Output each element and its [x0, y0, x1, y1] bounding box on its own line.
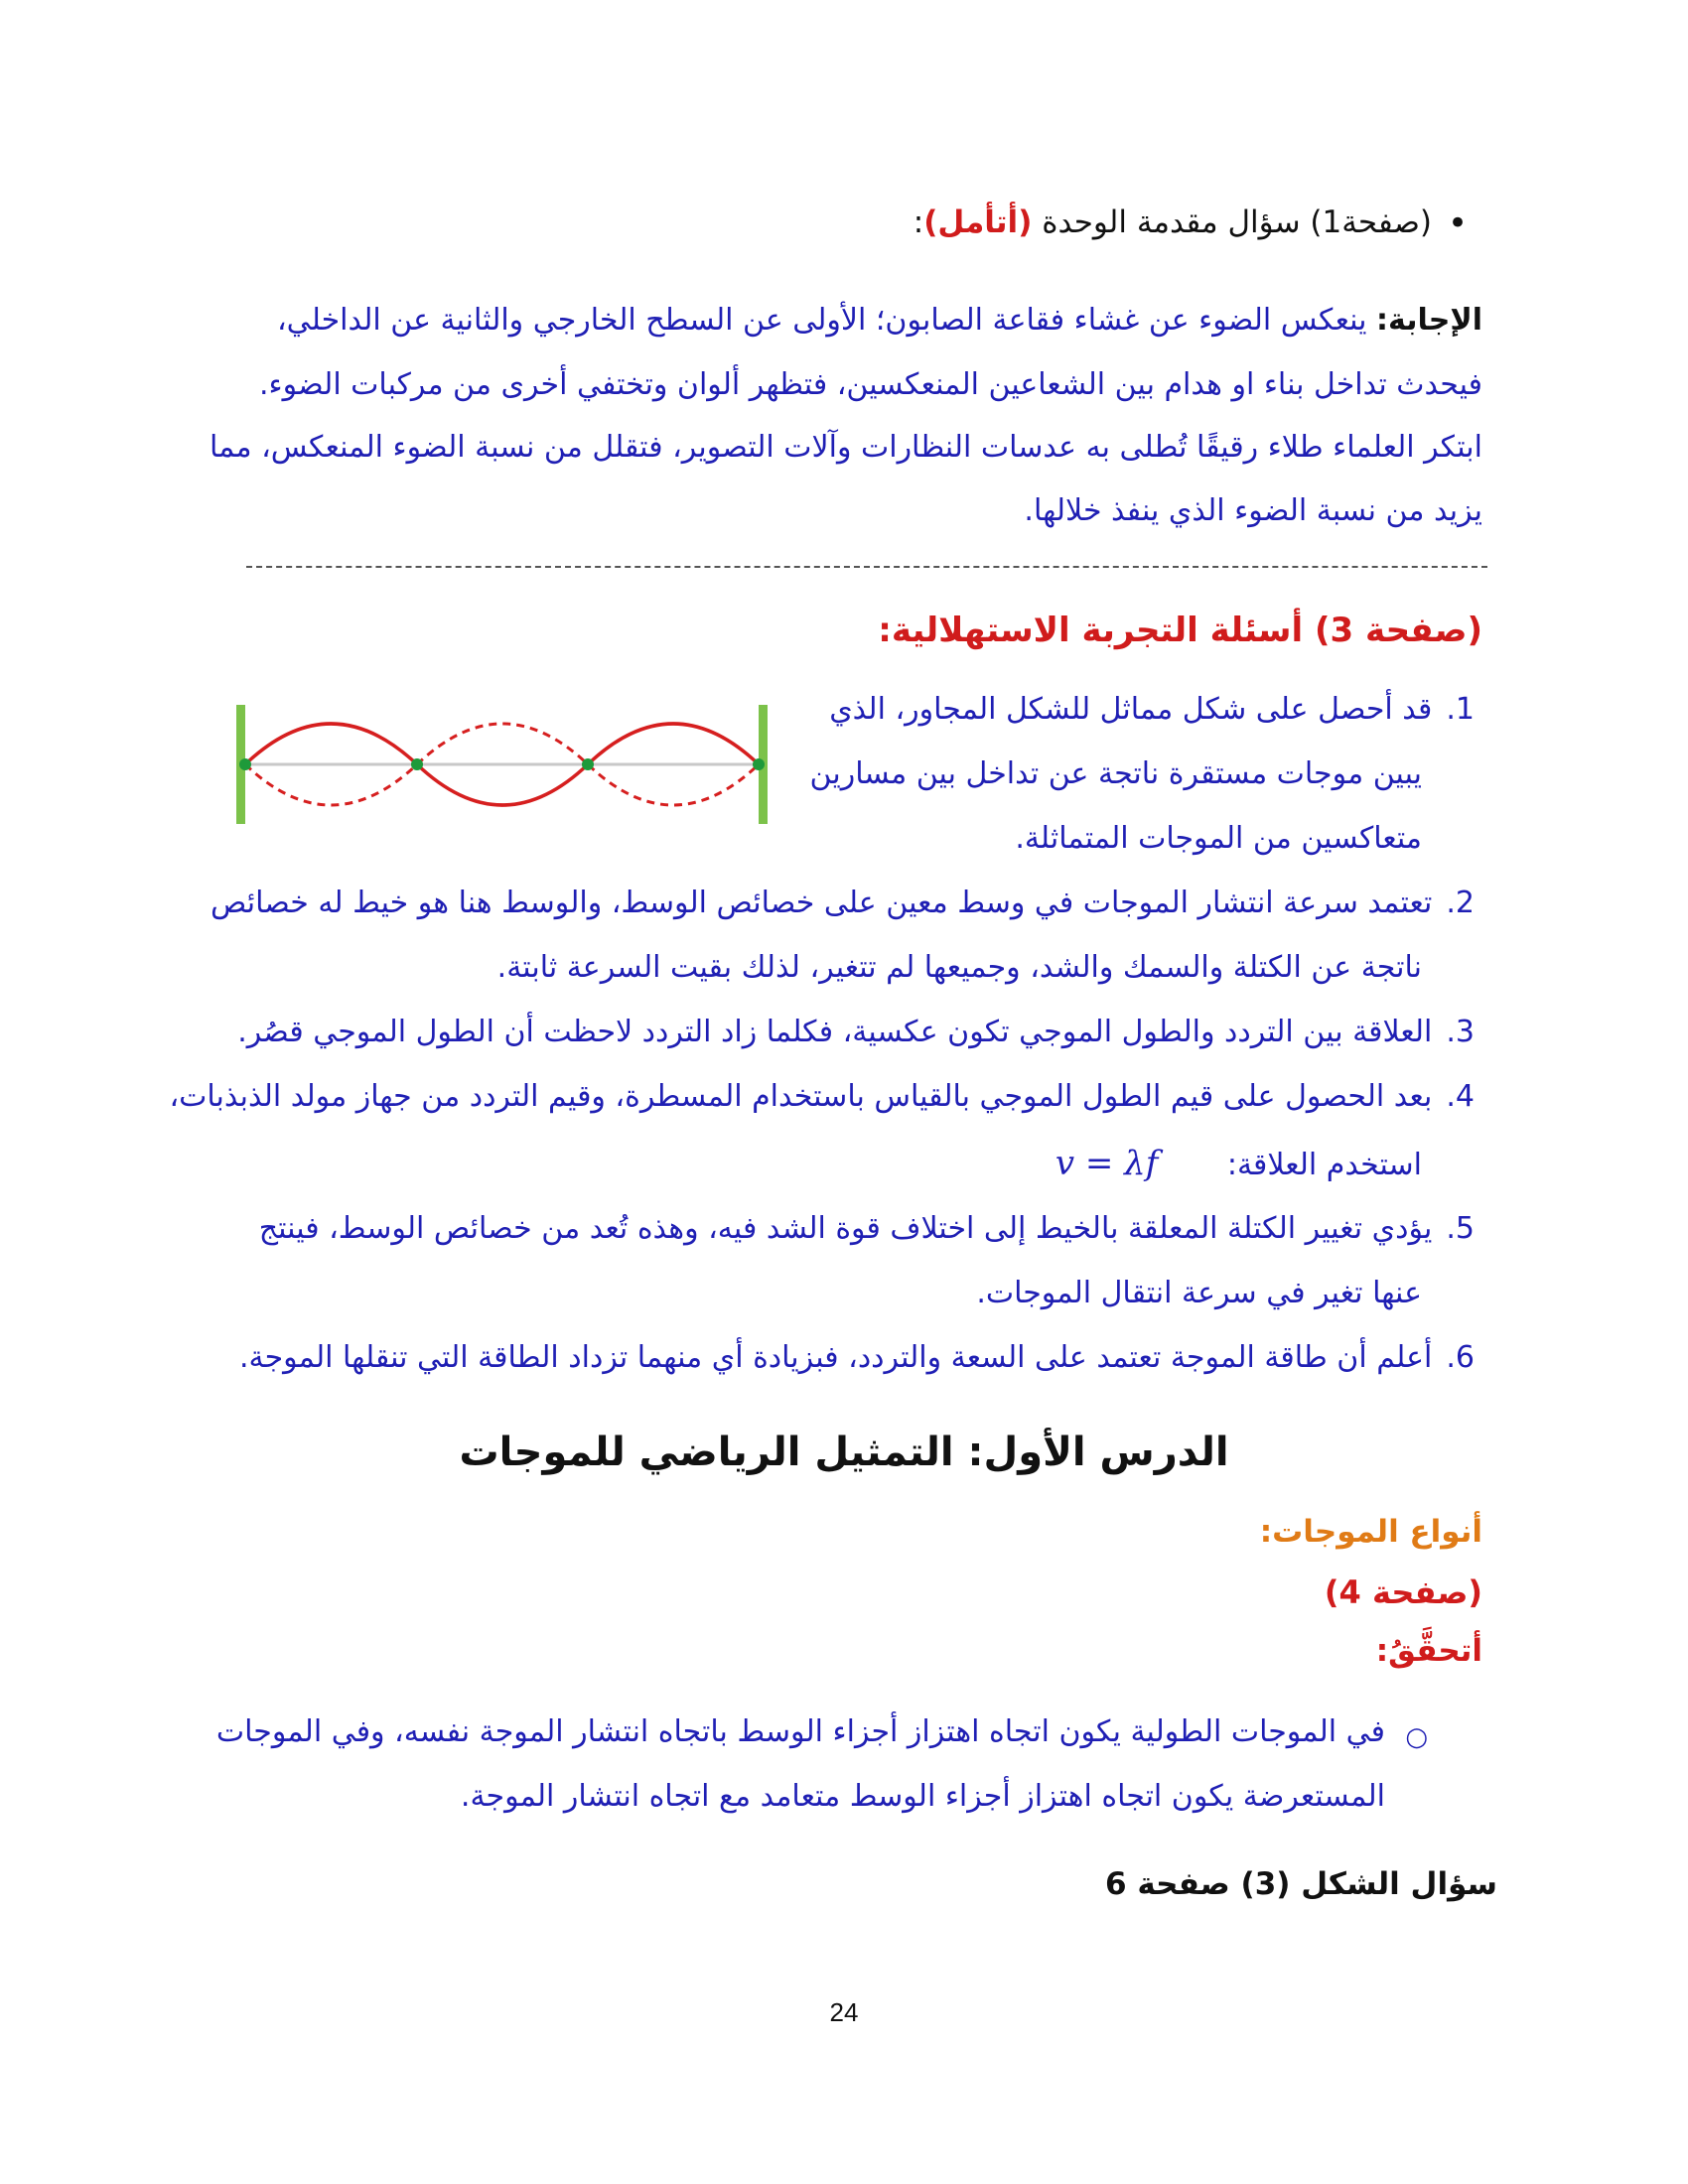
item-5-number: 5.	[1446, 1211, 1475, 1246]
answer-line-1	[277, 303, 1482, 338]
item-5-line-2: عنها تغير في سرعة انتقال الموجات.	[976, 1276, 1422, 1310]
figure-3-question: سؤال الشكل (3) صفحة 6	[1104, 1866, 1497, 1902]
standing-wave-figure	[228, 695, 784, 834]
item-5-line-1	[259, 1211, 1475, 1246]
velocity-formula: v = λf	[1055, 1144, 1159, 1183]
item-2-text-1: تعتمد سرعة انتشار الموجات في وسط معين على خصائص الوسط، والوسط هنا هو خيط له خصائص	[211, 886, 1433, 920]
page-4-reference: (صفحة 4)	[1324, 1573, 1482, 1611]
node-2	[411, 758, 423, 770]
node-4	[753, 758, 765, 770]
item-4-text-2: استخدم العلاقة:	[1226, 1148, 1422, 1182]
item-4-line-1	[169, 1079, 1475, 1114]
item-5-text-1: يؤدي تغيير الكتلة المعلقة بالخيط إلى اختلاف قوة الشد فيه، وهذه تُعد من خصائص الوسط، فينتج	[258, 1211, 1433, 1246]
answer-line-2: فيحدث تداخل بناء او هدام بين الشعاعين المنعكسين، فتظهر ألوان وتختفي أخرى من مركبات الضوء.	[259, 367, 1482, 402]
page-number: 24	[829, 1997, 859, 2027]
section3-heading: (صفحة 3) أسئلة التجربة الاستهلالية:	[878, 611, 1482, 650]
item-2-number: 2.	[1446, 886, 1475, 920]
check-bullet: ○	[1405, 1722, 1428, 1752]
item-6-number: 6.	[1446, 1340, 1475, 1375]
item-4-line-2	[1055, 1144, 1422, 1183]
item-6-text-1: أعلم أن طاقة الموجة تعتمد على السعة والتردد، فبزيادة أي منهما تزداد الطاقة التي تنقلها الموجة.	[238, 1340, 1433, 1375]
intro-colon: :	[913, 205, 924, 240]
item-1-number: 1.	[1446, 692, 1475, 727]
item-3-text-1: العلاقة بين التردد والطول الموجي تكون عكسية، فكلما زاد التردد لاحظت أن الطول الموجي قصُر.	[237, 1015, 1433, 1049]
check-heading: أتحقَّقُ:	[1375, 1633, 1482, 1669]
item-3-number: 3.	[1446, 1015, 1475, 1049]
answer-label: الإجابة:	[1376, 303, 1482, 338]
intro-question-text: (صفحة1) سؤال مقدمة الوحدة	[1032, 205, 1432, 240]
item-1-line-2: يبين موجات مستقرة ناتجة عن تداخل بين مسارين	[809, 756, 1422, 791]
item-6-line-1	[239, 1340, 1475, 1375]
section-divider	[246, 566, 1487, 568]
item-2-line-2: ناتجة عن الكتلة والسمك والشد، وجميعها لم تتغير، لذلك بقيت السرعة ثابتة.	[496, 950, 1422, 985]
intro-bullet: •	[1447, 204, 1468, 243]
item-2-line-1	[211, 886, 1475, 920]
answer-text-1: ينعكس الضوء عن غشاء فقاعة الصابون؛ الأولى عن السطح الخارجي والثانية عن الداخلي،	[277, 303, 1377, 338]
lesson-title: الدرس الأول: التمثيل الرياضي للموجات	[459, 1430, 1229, 1475]
node-1	[239, 758, 251, 770]
check-line-2: المستعرضة يكون اتجاه اهتزاز أجزاء الوسط متعامد مع اتجاه انتشار الموجة.	[460, 1779, 1385, 1814]
intro-highlight: (أتأمل)	[923, 205, 1033, 240]
item-4-text-1: بعد الحصول على قيم الطول الموجي بالقياس باستخدام المسطرة، وقيم التردد من جهاز مولد الذبذبات،	[169, 1079, 1433, 1114]
node-3	[582, 758, 594, 770]
answer-line-4: يزيد من نسبة الضوء الذي ينفذ خلالها.	[1024, 493, 1482, 528]
intro-question	[914, 205, 1432, 240]
item-1-line-3: متعاكسين من الموجات المتماثلة.	[1015, 821, 1422, 856]
item-4-number: 4.	[1446, 1079, 1475, 1114]
answer-line-3: ابتكر العلماء طلاء رقيقًا تُطلى به عدسات النظارات وآلات التصوير، فتقلل من نسبة الضوء المنعكس، مما	[210, 430, 1482, 465]
check-line-1: في الموجات الطولية يكون اتجاه اهتزاز أجزاء الوسط باتجاه انتشار الموجة نفسه، وفي الموجات	[215, 1714, 1385, 1749]
item-3-line-1	[237, 1015, 1475, 1049]
item-1-line-1	[829, 692, 1475, 727]
item-1-text-1: قد أحصل على شكل مماثل للشكل المجاور، الذي	[829, 692, 1433, 727]
wave-types-heading: أنواع الموجات:	[1259, 1514, 1482, 1550]
